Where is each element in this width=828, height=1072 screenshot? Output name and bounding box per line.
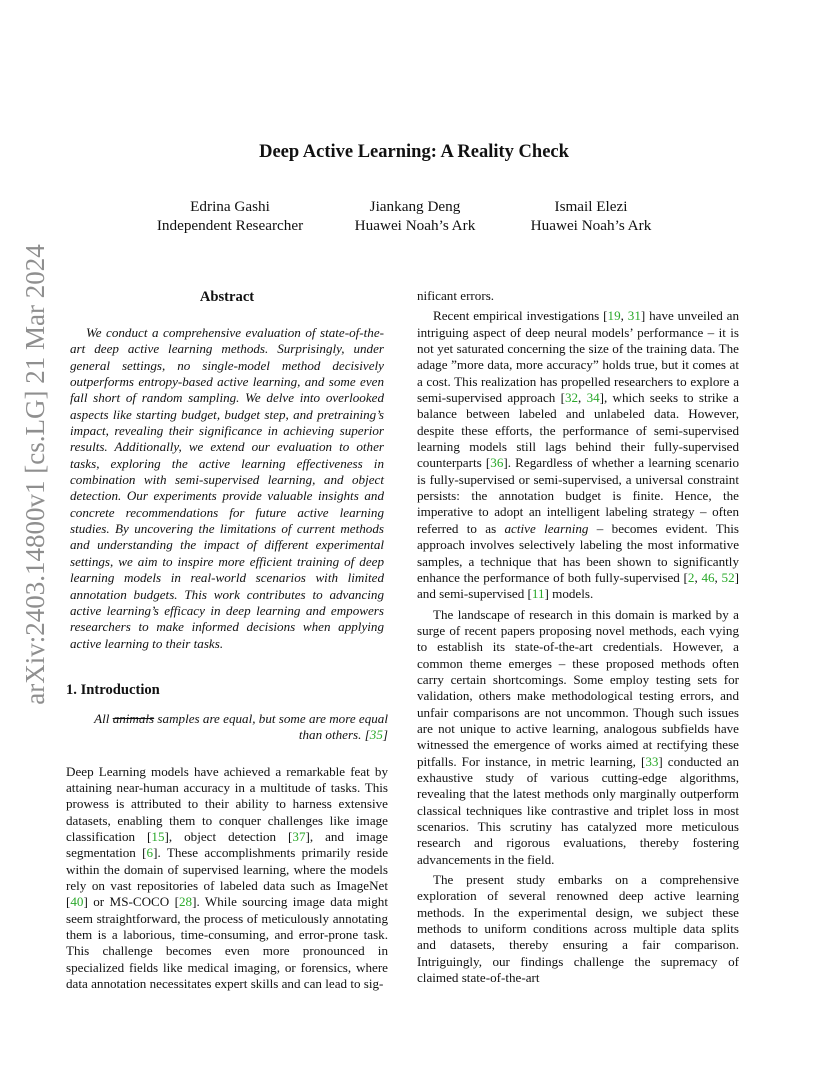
author-1 bbox=[132, 197, 328, 235]
citation-link[interactable]: 15 bbox=[151, 828, 165, 844]
section-heading: 1. Introduction bbox=[66, 681, 160, 698]
citation-link[interactable]: 46 bbox=[701, 569, 715, 585]
struck-word: animals bbox=[112, 710, 155, 726]
author-affiliation: Huawei Noah’s Ark bbox=[530, 217, 652, 234]
citation-link[interactable]: 37 bbox=[292, 828, 306, 844]
citation-link[interactable]: 34 bbox=[586, 390, 600, 406]
author-affiliation: Huawei Noah’s Ark bbox=[354, 217, 476, 234]
citation-link[interactable]: 31 bbox=[627, 308, 641, 324]
right-column bbox=[417, 288, 739, 990]
arxiv-stamp: arXiv:2403.14800v1 [cs.LG] 21 Mar 2024 bbox=[20, 244, 50, 705]
abstract-heading: Abstract bbox=[199, 289, 255, 305]
continued-text: nificant errors. bbox=[417, 288, 495, 303]
citation-link[interactable]: 35 bbox=[369, 727, 383, 743]
epigraph-quote: All animals samples are equal, but some are more equal than others. [35] bbox=[94, 710, 388, 743]
body-paragraph: The landscape of research in this domain is marked by a surge of recent papers proposing novel methods, each vying to establish its state-of-the-art credentials. However, a common theme emerges – these proposed methods often carry certain shortcomings. Some employ testing sets for validation, others make methodological testing errors, and unfair comparisons are not uncommon. Though such issues are not unique to active learning, analogous subfields have witnessed the emergence of works aimed at rectifying these pitfalls. For instance, in metric learning, [33] conducted an exhaustive study of various cutting-edge algorithms, revealing that the latest methods only marginally outperform classical techniques like contrastive and triplet loss in most scenarios. This scrutiny has catalyzed more meticulous research and rigorous evaluations, thereby fostering advancements in the field. bbox=[417, 606, 739, 867]
author-name: Edrina Gashi bbox=[190, 198, 270, 215]
abstract-text: We conduct a comprehensive evaluation of state-of-the-art deep active learning methods. Surprisingly, under general settings, no single-model method decisively outperforms entropy-based active learning, and some even fall short of random sampling. We delve into overlooked aspects like starting budget, budget step, and pretraining’s impact, revealing their significance in achieving superior results. Additionally, we extend our evaluation to other tasks, exploring the active learning effectiveness in combination with semi-supervised learning, and object detection. Our experiments provide valuable insights and concrete recommendations for future active learning studies. By uncovering the limitations of current methods and understanding the impact of different experimental settings, we aim to inspire more efficient training of deep learning models in real-world scenarios with limited annotation budgets. This work contributes to advancing active learning’s efficacy in deep learning and empowers researchers to make informed decisions when applying active learning to their tasks. bbox=[70, 325, 384, 651]
citation-link[interactable]: 19 bbox=[607, 308, 621, 324]
author-name: Ismail Elezi bbox=[554, 198, 628, 215]
body-paragraph: The present study embarks on a comprehensive exploration of several renowned deep active learning methods. In the experimental design, we subject these methods to uniform conditions across multiple data splits and datasets, thereby ensuring a fair comparison. Intriguingly, our findings challenge the supremacy of claimed state-of-the-art bbox=[417, 872, 739, 986]
citation-link[interactable]: 52 bbox=[721, 569, 735, 585]
citation-link[interactable]: 28 bbox=[179, 894, 193, 910]
citation-link[interactable]: 2 bbox=[687, 569, 695, 585]
author-3 bbox=[506, 197, 676, 235]
author-2 bbox=[330, 197, 500, 235]
citation-link[interactable]: 6 bbox=[146, 845, 154, 861]
left-column bbox=[66, 288, 388, 996]
body-paragraph: Recent empirical investigations [19, 31] have unveiled an intriguing aspect of deep neural models’ performance – it is not yet saturated concerning the size of the training data. The adage ”more data, more accuracy” holds true, but it comes at a cost. This realization has propelled researchers to explore a semi-supervised approach [32, 34], which seeks to strike a balance between labeled and unlabeled data. However, despite these efforts, the performance of semi-supervised learning models still lags behind their fully-supervised counterparts [36]. Regardless of whether a learning scenario is fully-supervised or semi-supervised, a universal constraint persists: the annotation budget is finite. Hence, the imperative to adopt an intelligent labeling strategy – often referred to as active learning – becomes evident. This approach involves selectively labeling the most informative samples, a technique that has been shown to significantly enhance the performance of both fully-supervised [2, 46, 52] and semi-supervised [11] models. bbox=[417, 308, 740, 602]
author-name: Jiankang Deng bbox=[369, 198, 461, 215]
intro-paragraph: Deep Learning models have achieved a remarkable feat by attaining near-human accuracy in a multitude of tasks. This prowess is attributed to their ability to harness extensive datasets, enabling them to conquer challenges like image classification [15], object detection [37], and image segmentation [6]. These accomplishments primarily reside within the domain of supervised learning, where the models rely on vast repositories of labeled data such as ImageNet [40] or MS-COCO [28]. While sourcing image data might seem straightforward, the process of meticulously annotating them is a laborious, time-consuming, and error-prone task. This challenge becomes even more pronounced in specialized fields like medical imaging, or forensics, where data annotation necessitates expert skills and can lead to sig- bbox=[66, 763, 389, 992]
author-affiliation: Independent Researcher bbox=[156, 217, 304, 234]
emphasis-text: active learning bbox=[504, 520, 589, 536]
citation-link[interactable]: 32 bbox=[564, 390, 579, 406]
citation-link[interactable]: 40 bbox=[70, 894, 84, 910]
citation-link[interactable]: 33 bbox=[645, 753, 659, 769]
citation-link[interactable]: 11 bbox=[531, 586, 545, 602]
citation-link[interactable]: 36 bbox=[490, 455, 504, 471]
paper-title: Deep Active Learning: A Reality Check bbox=[259, 142, 569, 162]
